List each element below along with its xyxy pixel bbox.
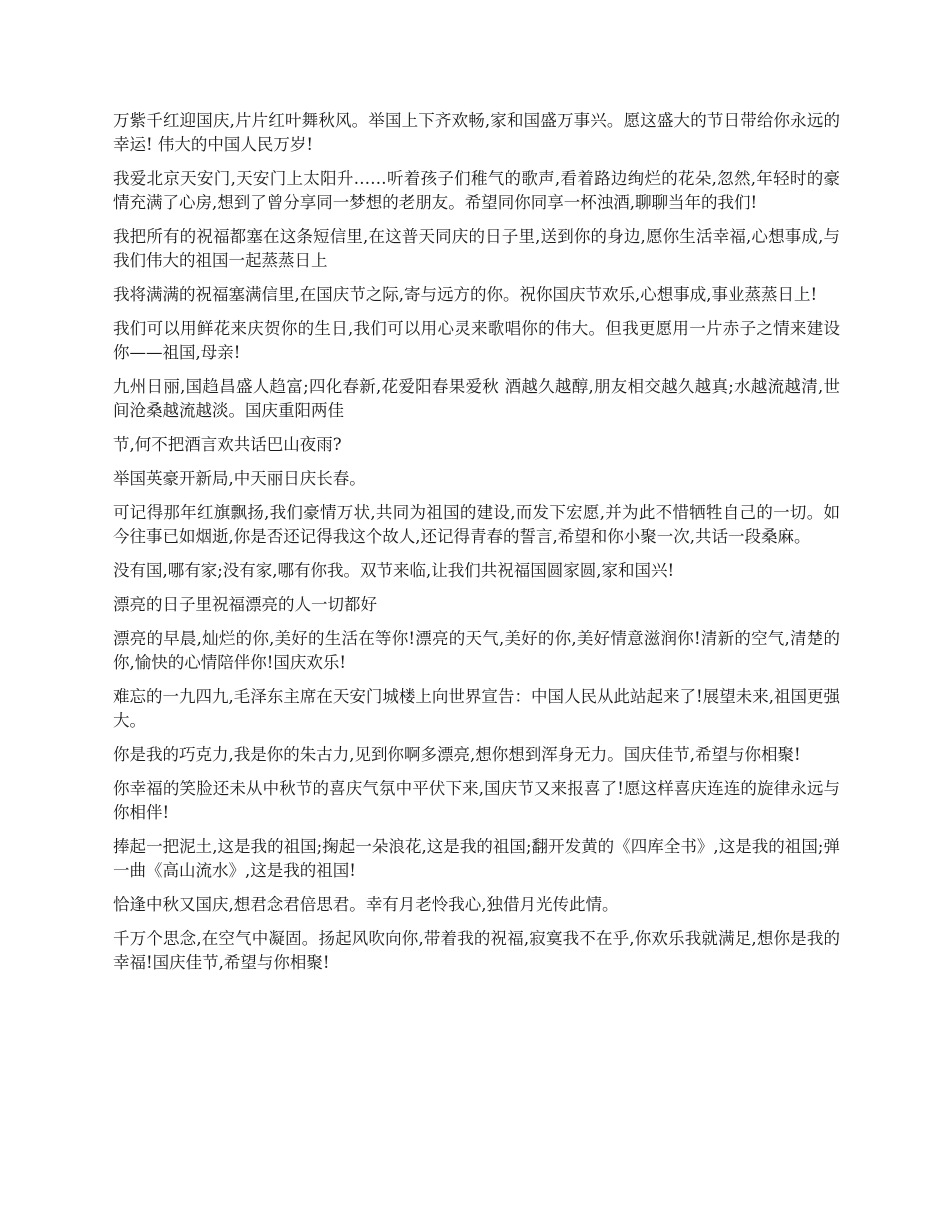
paragraph: 捧起一把泥土,这是我的祖国;掬起一朵浪花,这是我的祖国;翻开发黄的《四库全书》,这是我的祖国;弹一曲《高山流水》,这是我的祖国! <box>113 837 840 880</box>
paragraph: 可记得那年红旗飘扬,我们豪情万状,共同为祖国的建设,而发下宏愿,并为此不惜牺牲自己的一切。如今往事已如烟逝,你是否还记得我这个故人,还记得青春的誓言,希望和你小聚一次,共话一段桑麻。 <box>113 503 840 546</box>
paragraph: 九州日丽,国趋昌盛人趋富;四化春新,花爱阳春果爱秋 酒越久越醇,朋友相交越久越真;水越流越清,世间沧桑越流越淡。国庆重阳两佳 <box>113 377 840 420</box>
paragraph: 节,何不把酒言欢共话巴山夜雨? <box>113 435 342 454</box>
paragraph: 难忘的一九四九,毛泽东主席在天安门城楼上向世界宣告：中国人民从此站起来了!展望未来,祖国更强大。 <box>113 687 840 730</box>
paragraph: 万紫千红迎国庆,片片红叶舞秋风。举国上下齐欢畅,家和国盛万事兴。愿这盛大的节日带给你永远的幸运! 伟大的中国人民万岁! <box>113 111 840 154</box>
paragraph: 举国英豪开新局,中天丽日庆长春。 <box>113 469 366 488</box>
paragraph: 你是我的巧克力,我是你的朱古力,见到你啊多漂亮,想你想到浑身无力。国庆佳节,希望与你相聚! <box>113 745 801 764</box>
paragraph: 我爱北京天安门,天安门上太阳升……听着孩子们稚气的歌声,看着路边绚烂的花朵,忽然,年轻时的豪情充满了心房,想到了曾分享同一梦想的老朋友。希望同你同享一杯浊酒,聊聊当年的我们! <box>113 169 840 212</box>
paragraph: 没有国,哪有家;没有家,哪有你我。双节来临,让我们共祝福国圆家圆,家和国兴! <box>113 561 675 580</box>
paragraph: 恰逢中秋又国庆,想君念君倍思君。幸有月老怜我心,独借月光传此情。 <box>113 895 619 914</box>
paragraph: 我将满满的祝福塞满信里,在国庆节之际,寄与远方的你。祝你国庆节欢乐,心想事成,事业蒸蒸日上! <box>113 285 818 304</box>
paragraph: 我把所有的祝福都塞在这条短信里,在这普天同庆的日子里,送到你的身边,愿你生活幸福,心想事成,与我们伟大的祖国一起蒸蒸日上 <box>113 227 840 270</box>
paragraph: 漂亮的日子里祝福漂亮的人一切都好 <box>113 595 377 614</box>
paragraph: 我们可以用鲜花来庆贺你的生日,我们可以用心灵来歌唱你的伟大。但我更愿用一片赤子之情来建设你——祖国,母亲! <box>113 319 840 362</box>
paragraph: 漂亮的早晨,灿烂的你,美好的生活在等你!漂亮的天气,美好的你,美好情意滋润你!清新的空气,清楚的你,愉快的心情陪伴你!国庆欢乐! <box>113 629 840 672</box>
paragraph: 千万个思念,在空气中凝固。扬起风吹向你,带着我的祝福,寂寞我不在乎,你欢乐我就满足,想你是我的幸福!国庆佳节,希望与你相聚! <box>113 929 840 972</box>
paragraph: 你幸福的笑脸还未从中秋节的喜庆气氛中平伏下来,国庆节又来报喜了!愿这样喜庆连连的旋律永远与你相伴! <box>113 779 840 822</box>
